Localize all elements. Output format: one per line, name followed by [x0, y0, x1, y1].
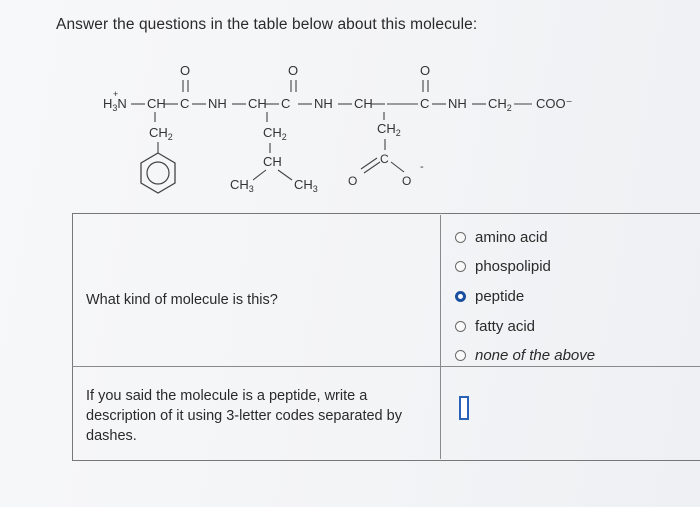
alpha-carbon-2: CH	[248, 96, 267, 111]
alpha-carbon-1: CH	[147, 96, 166, 111]
radio-button[interactable]	[455, 261, 466, 272]
radio-button[interactable]	[455, 350, 466, 361]
option-fatty-acid[interactable]	[455, 316, 535, 336]
peptide-structure-diagram	[0, 0, 700, 215]
option-label: fatty acid	[475, 317, 536, 335]
option-peptide[interactable]	[455, 286, 524, 306]
question-2-text: If you said the molecule is a peptide, write a description of it using 3-letter codes separated by dashes.	[86, 388, 402, 444]
c-terminus-carboxylate: COO⁻	[536, 96, 573, 111]
side-chain-ch2-3: $CH_2$	[377, 121, 401, 138]
table-column-divider	[440, 215, 441, 459]
amide-nh-2: NH	[314, 96, 333, 111]
carbonyl-carbon-2: C	[281, 96, 291, 111]
methyl-right: $CH_3$	[294, 177, 318, 194]
question-1-text: What kind of molecule is this?	[86, 292, 278, 308]
option-amino-acid[interactable]	[455, 227, 548, 247]
option-phospolipid[interactable]	[455, 256, 551, 276]
radio-button[interactable]	[455, 321, 466, 332]
side-chain-oxygen-right: O	[402, 174, 412, 188]
side-chain-ch2-1: $CH_2$	[149, 125, 173, 142]
radio-button[interactable]	[455, 232, 466, 243]
option-label: none of the above	[475, 346, 596, 364]
amide-nh-3: NH	[448, 96, 467, 111]
glycine-ch2: $CH_2$	[488, 96, 512, 113]
carbonyl-carbon-1: C	[180, 96, 190, 111]
radio-button-selected[interactable]	[455, 291, 466, 302]
answer-input[interactable]	[459, 396, 469, 420]
plus-charge: +	[113, 89, 119, 99]
table-row-divider	[72, 366, 700, 367]
side-chain-ch2-2: $CH_2$	[263, 125, 287, 142]
option-none-of-the-above[interactable]	[455, 345, 595, 365]
instruction-text: Answer the questions in the table below about this molecule:	[56, 16, 478, 33]
side-chain-carboxyl-c: C	[380, 152, 389, 166]
option-label: peptide	[475, 287, 525, 305]
methyl-left: $CH_3$	[230, 177, 254, 194]
alpha-carbon-3: CH	[354, 96, 373, 111]
side-chain-oxygen-left: O	[348, 174, 358, 188]
h3n-group: $H_3N$	[103, 96, 127, 113]
carbonyl-oxygen-1: O	[180, 63, 191, 78]
side-chain-ch-2: CH	[263, 154, 282, 169]
carbonyl-carbon-3: C	[420, 96, 430, 111]
amide-nh-1: NH	[208, 96, 227, 111]
benzene-ring	[141, 153, 175, 193]
side-chain-negative-charge: -	[420, 161, 424, 173]
carbonyl-oxygen-2: O	[288, 63, 299, 78]
option-label: amino acid	[475, 228, 548, 246]
option-label: phospolipid	[475, 257, 551, 275]
carbonyl-oxygen-3: O	[420, 63, 431, 78]
